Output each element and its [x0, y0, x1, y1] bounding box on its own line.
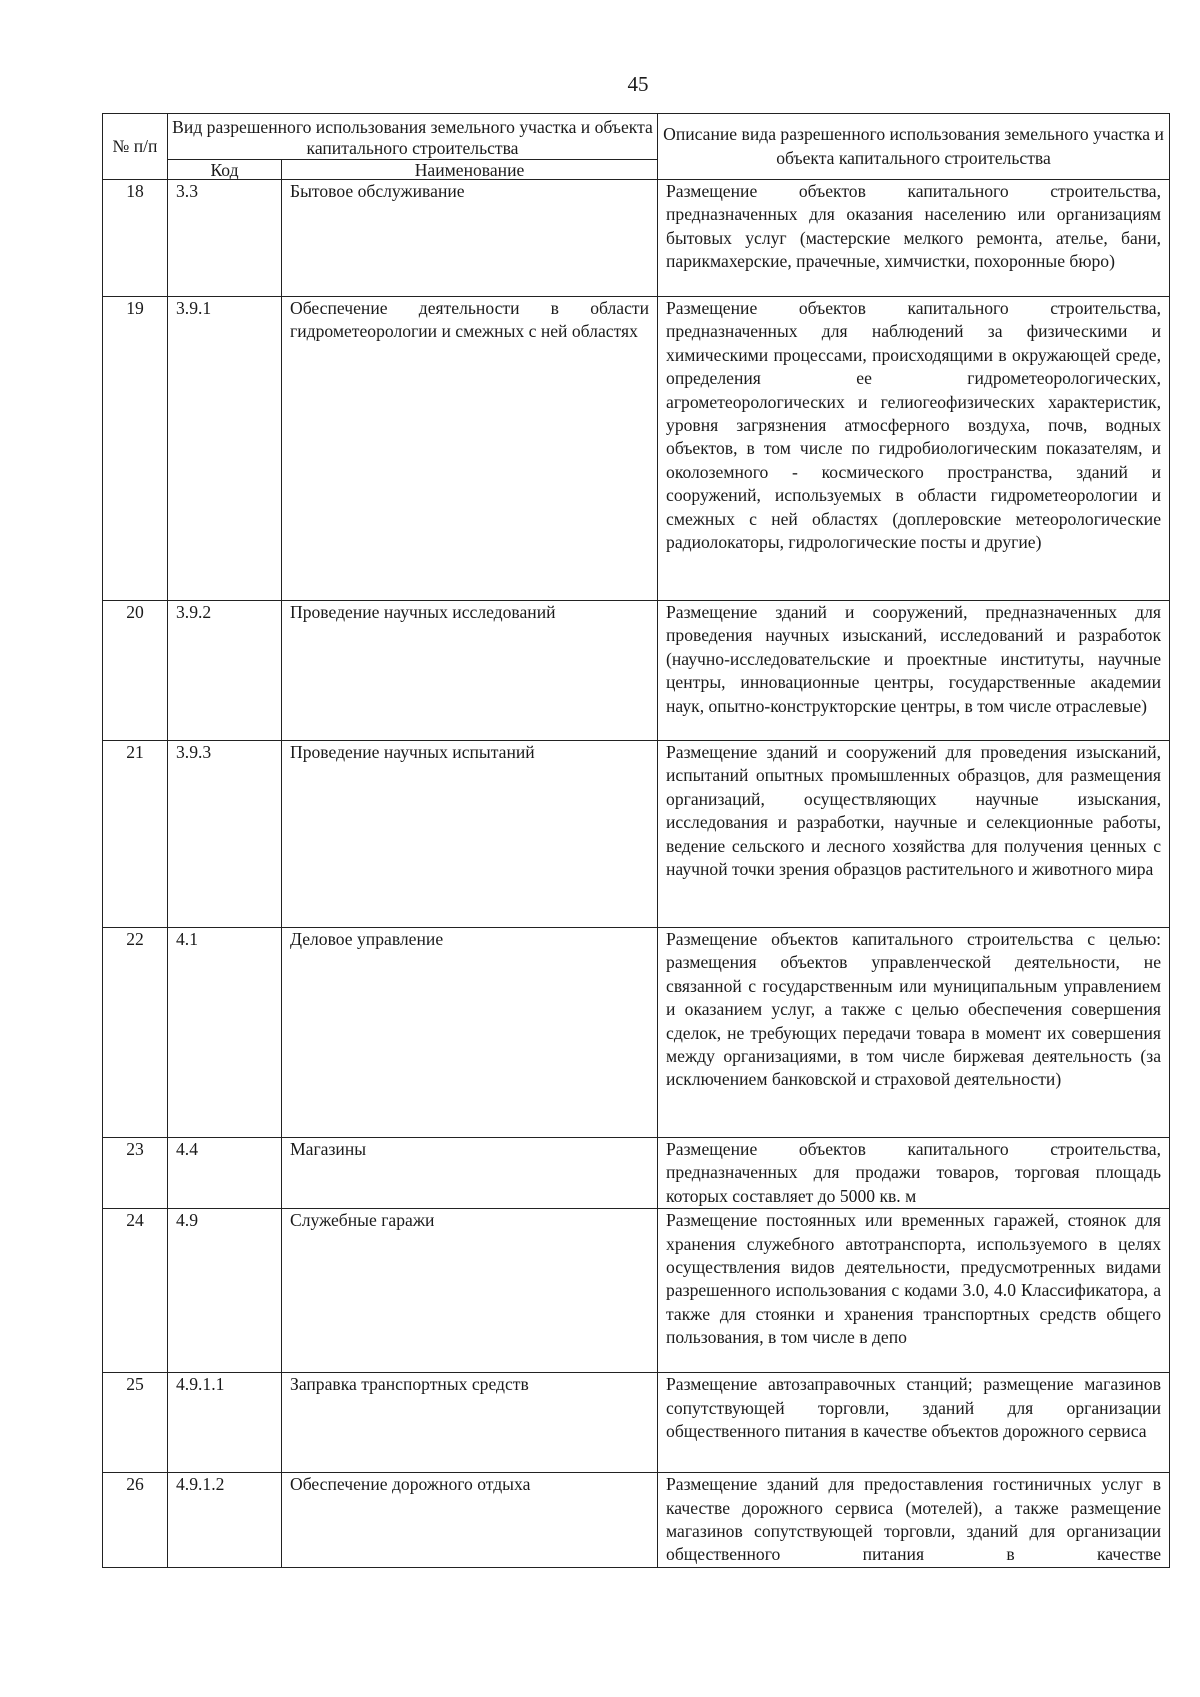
row-number: 19 — [103, 297, 168, 601]
row-description: Размещение зданий и сооружений для проведения изысканий, испытаний опытных промышленных образцов, для размещения организаций, осуществляющих научные изыскания, исследования и разработки, научные и селекционные работы, ведение сельского и лесного хозяйства для получения ценных с научной точки зрения образцов растительного и животного мира — [658, 741, 1170, 928]
row-description: Размещение зданий и сооружений, предназначенных для проведения научных изысканий, исследований и разработок (научно-исследовательские и проектные институты, научные центры, инновационные центры, государственные академии наук, опытно-конструкторские центры, в том числе отраслевые) — [658, 601, 1170, 741]
table-row — [103, 928, 1170, 1138]
header-description: Описание вида разрешенного использования земельного участка и объекта капитального строительства — [658, 114, 1170, 180]
table-row — [103, 180, 1170, 297]
row-code: 4.9.1.1 — [168, 1373, 282, 1473]
row-name: Обеспечение деятельности в области гидрометеорологии и смежных с ней областях — [282, 297, 658, 601]
table-row — [103, 1373, 1170, 1473]
row-number: 23 — [103, 1138, 168, 1209]
row-number: 26 — [103, 1473, 168, 1568]
row-number: 21 — [103, 741, 168, 928]
header-code: Код — [168, 160, 282, 180]
row-code: 3.3 — [168, 180, 282, 297]
row-number: 20 — [103, 601, 168, 741]
row-name: Бытовое обслуживание — [282, 180, 658, 297]
row-description: Размещение зданий для предоставления гостиничных услуг в качестве дорожного сервиса (мотелей), а также размещение магазинов сопутствующей торговли, зданий для организации общественного питания в качестве — [658, 1473, 1170, 1568]
row-number: 22 — [103, 928, 168, 1138]
row-number: 24 — [103, 1209, 168, 1373]
row-name: Обеспечение дорожного отдыха — [282, 1473, 658, 1568]
row-name: Заправка транспортных средств — [282, 1373, 658, 1473]
row-name: Деловое управление — [282, 928, 658, 1138]
row-name: Проведение научных исследований — [282, 601, 658, 741]
row-code: 4.9 — [168, 1209, 282, 1373]
row-description: Размещение автозаправочных станций; размещение магазинов сопутствующей торговли, зданий для организации общественного питания в качестве объектов дорожного сервиса — [658, 1373, 1170, 1473]
table-row — [103, 741, 1170, 928]
row-description: Размещение объектов капитального строительства с целью: размещения объектов управленческой деятельности, не связанной с государственным или муниципальным управлением и оказанием услуг, а также с целью обеспечения совершения сделок, не требующих передачи товара в момент их совершения между организациями, в том числе биржевая деятельность (за исключением банковской и страховой деятельности) — [658, 928, 1170, 1138]
land-use-table — [102, 113, 1170, 1568]
header-use-type: Вид разрешенного использования земельного участка и объекта капитального строительства — [168, 114, 658, 160]
row-name: Служебные гаражи — [282, 1209, 658, 1373]
row-description: Размещение объектов капитального строительства, предназначенных для оказания населению или организациям бытовых услуг (мастерские мелкого ремонта, ателье, бани, парикмахерские, прачечные, химчистки, похоронные бюро) — [658, 180, 1170, 297]
header-name: Наименование — [282, 160, 658, 180]
row-code: 3.9.2 — [168, 601, 282, 741]
row-code: 4.4 — [168, 1138, 282, 1209]
row-description: Размещение постоянных или временных гаражей, стоянок для хранения служебного автотранспорта, используемого в целях осуществления видов деятельности, предусмотренных видами разрешенного использования с кодами 3.0, 4.0 Классификатора, а также для стоянки и хранения транспортных средств общего пользования, в том числе в депо — [658, 1209, 1170, 1373]
row-description: Размещение объектов капитального строительства, предназначенных для продажи товаров, торговая площадь которых составляет до 5000 кв. м — [658, 1138, 1170, 1209]
page-number: 45 — [627, 72, 649, 96]
header-number: № п/п — [103, 114, 168, 180]
row-number: 18 — [103, 180, 168, 297]
row-name: Проведение научных испытаний — [282, 741, 658, 928]
table-row — [103, 601, 1170, 741]
row-description: Размещение объектов капитального строительства, предназначенных для наблюдений за физическими и химическими процессами, происходящими в окружающей среде, определения ее гидрометеорологических, агрометеорологических и гелиогеофизических характеристик, уровня загрязнения атмосферного воздуха, почв, водных объектов, в том числе по гидробиологическим показателям, и околоземного - космического пространства, зданий и сооружений, используемых в области гидрометеорологии и смежных с ней областях (доплеровские метеорологические радиолокаторы, гидрологические посты и другие) — [658, 297, 1170, 601]
table-header-row — [103, 114, 1170, 160]
table-row — [103, 1138, 1170, 1209]
row-code: 3.9.3 — [168, 741, 282, 928]
table-row — [103, 297, 1170, 601]
row-name: Магазины — [282, 1138, 658, 1209]
row-code: 4.1 — [168, 928, 282, 1138]
table-row — [103, 1209, 1170, 1373]
table-row — [103, 1473, 1170, 1568]
row-number: 25 — [103, 1373, 168, 1473]
row-code: 4.9.1.2 — [168, 1473, 282, 1568]
row-code: 3.9.1 — [168, 297, 282, 601]
